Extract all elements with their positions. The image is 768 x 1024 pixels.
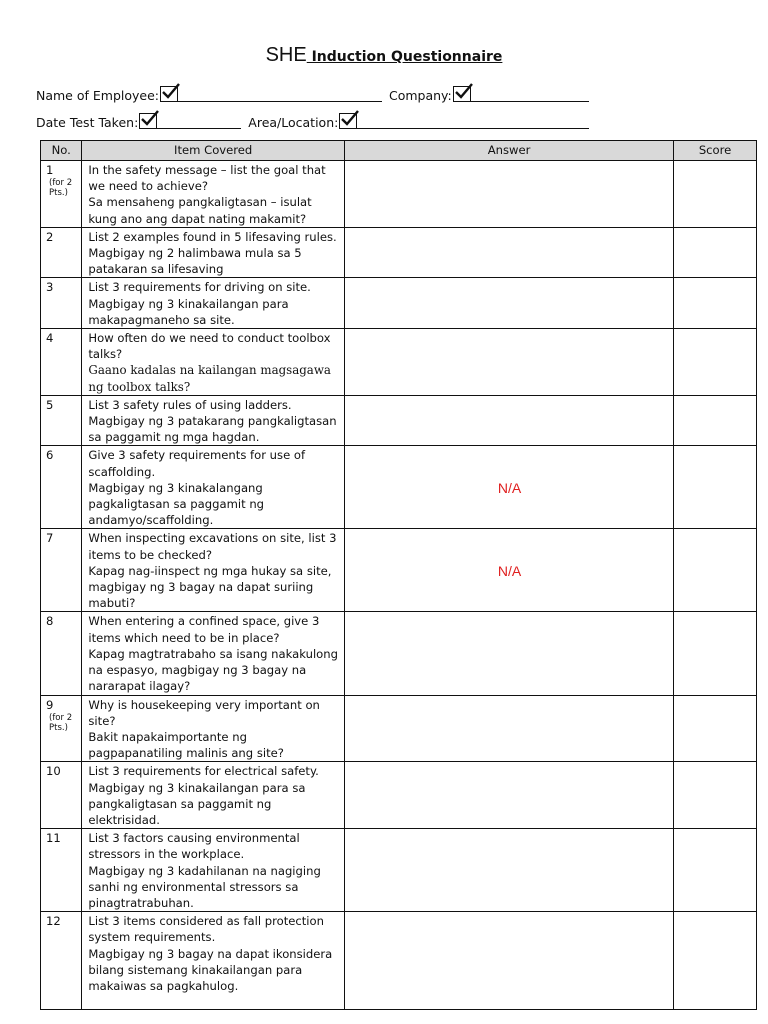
area-field[interactable]	[357, 116, 589, 129]
item-english: When entering a confined space, give 3 items which need to be in place?	[88, 614, 320, 645]
row-number-cell	[41, 912, 82, 1010]
row-number: 2	[46, 229, 54, 244]
item-tagalog: Magbigay ng 3 bagay na dapat ikonsidera bilang sistemang kinakailangan para makaiwas sa pagkahulog.	[88, 946, 333, 993]
item-tagalog: Magbigay ng 2 halimbawa mula sa 5 patakaran sa lifesaving	[88, 246, 302, 277]
item-covered-cell	[82, 762, 345, 829]
answer-cell[interactable]	[344, 395, 673, 446]
answer-cell[interactable]	[344, 227, 673, 278]
answer-cell[interactable]: N/A	[344, 529, 673, 612]
item-tagalog: Sa mensaheng pangkaligtasan – isulat kung ano ang dapat nating makamit?	[88, 195, 312, 226]
row-number: 10	[46, 764, 61, 779]
item-tagalog: Magbigay ng 3 patakarang pangkaligtasan sa paggamit ng mga hagdan.	[88, 414, 337, 445]
item-english: In the safety message – list the goal that we need to achieve?	[88, 163, 326, 194]
row-number: 1	[46, 163, 54, 177]
points-note: (for 2 Pts.)	[49, 712, 73, 733]
item-tagalog: Bakit napakaimportante ng pagpapanatiling malinis ang site?	[88, 729, 284, 761]
row-number-cell	[41, 329, 82, 396]
page-title	[0, 44, 768, 67]
item-english: List 3 safety rules of using ladders.	[88, 397, 292, 412]
score-cell[interactable]	[674, 529, 757, 612]
row-number-cell	[41, 612, 82, 695]
item-english: List 3 items considered as fall protection system requirements.	[88, 914, 324, 945]
answer-cell[interactable]	[344, 829, 673, 912]
item-tagalog: Magbigay ng 3 kadahilanan na nagiging sanhi ng environmental stressors sa pinagtratrabuhan.	[88, 863, 321, 910]
title-prefix: SHE	[265, 44, 307, 66]
company-label: Company:	[388, 88, 452, 103]
table-row	[41, 829, 757, 912]
item-english: List 3 requirements for driving on site.	[88, 280, 311, 295]
score-cell[interactable]	[674, 695, 757, 762]
item-tagalog: Gaano kadalas na kailangan magsagawa ng toolbox talks?	[88, 363, 331, 394]
score-cell[interactable]	[674, 395, 757, 446]
header-score: Score	[674, 141, 757, 161]
row-number-cell	[41, 395, 82, 446]
title-main: Induction Questionnaire	[306, 49, 503, 65]
item-tagalog: Kapag magtratrabaho sa isang nakakulong na espasyo, magbigay ng 3 bagay na nararapat ilagay?	[88, 646, 338, 694]
item-covered-cell	[82, 446, 345, 529]
points-note: (for 2 Pts.)	[49, 178, 73, 199]
item-covered-cell	[82, 829, 345, 912]
item-covered-cell	[82, 161, 345, 228]
score-cell[interactable]	[674, 762, 757, 829]
table-row	[41, 612, 757, 695]
item-tagalog: Magbigay ng 3 kinakailangan para sa pangkaligtasan sa paggamit ng elektrisidad.	[88, 780, 306, 827]
row-number-cell	[41, 278, 82, 329]
header-answer: Answer	[344, 141, 673, 161]
item-tagalog: Magbigay ng 3 kinakailangan para makapagmaneho sa site.	[88, 296, 289, 327]
item-covered-cell	[82, 612, 345, 695]
row-number-cell	[41, 446, 82, 529]
table-row	[41, 762, 757, 829]
date-label: Date Test Taken:	[36, 115, 139, 130]
score-cell[interactable]	[674, 446, 757, 529]
answer-cell[interactable]	[344, 912, 673, 1010]
item-covered-cell	[82, 395, 345, 446]
row-number: 11	[46, 831, 61, 846]
row-number: 3	[46, 280, 54, 295]
item-english: Give 3 safety requirements for use of scaffolding.	[88, 448, 306, 479]
item-english: List 3 factors causing environmental stressors in the workplace.	[88, 831, 300, 862]
checkbox-icon[interactable]	[453, 86, 471, 102]
row-number: 6	[46, 448, 54, 463]
answer-cell[interactable]	[344, 278, 673, 329]
checkbox-icon[interactable]	[339, 113, 357, 129]
answer-cell[interactable]	[344, 762, 673, 829]
employee-field[interactable]	[178, 89, 382, 102]
row-number-cell	[41, 762, 82, 829]
row-number-cell	[41, 695, 82, 762]
row-number: 12	[46, 914, 61, 929]
item-covered-cell	[82, 278, 345, 329]
table-row	[41, 446, 757, 529]
company-field[interactable]	[471, 89, 589, 102]
date-field[interactable]	[157, 116, 241, 129]
row-number: 4	[46, 331, 54, 346]
header-no: No.	[41, 141, 82, 161]
answer-cell[interactable]	[344, 161, 673, 228]
item-covered-cell	[82, 912, 345, 1010]
row-number-cell	[41, 227, 82, 278]
table-header-row	[41, 141, 757, 161]
item-english: Why is housekeeping very important on site?	[88, 697, 320, 728]
row-number: 8	[46, 614, 54, 629]
item-english: List 2 examples found in 5 lifesaving rules.	[88, 229, 337, 244]
answer-cell[interactable]: N/A	[344, 446, 673, 529]
checkbox-icon[interactable]	[139, 113, 157, 129]
table-row	[41, 161, 757, 228]
score-cell[interactable]	[674, 912, 757, 1010]
answer-cell[interactable]	[344, 612, 673, 695]
score-cell[interactable]	[674, 161, 757, 228]
item-covered-cell	[82, 329, 345, 396]
row-number: 7	[46, 531, 54, 546]
table-row	[41, 395, 757, 446]
table-row	[41, 278, 757, 329]
row-number: 9	[46, 697, 54, 712]
score-cell[interactable]	[674, 829, 757, 912]
item-tagalog: Magbigay ng 3 kinakalangang pagkaligtasan sa paggamit ng andamyo/scaffolding.	[88, 480, 265, 528]
checkbox-icon[interactable]	[160, 86, 178, 102]
row-number: 5	[46, 397, 54, 412]
score-cell[interactable]	[674, 278, 757, 329]
employee-label: Name of Employee:	[36, 88, 159, 103]
table-row	[41, 695, 757, 762]
answer-cell[interactable]	[344, 695, 673, 762]
table-row	[41, 329, 757, 396]
item-english: How often do we need to conduct toolbox talks?	[88, 331, 331, 362]
table-row	[41, 529, 757, 612]
item-covered-cell	[82, 695, 345, 762]
table-row	[41, 227, 757, 278]
row-number-cell	[41, 529, 82, 612]
score-cell[interactable]	[674, 612, 757, 695]
answer-cell[interactable]	[344, 329, 673, 396]
item-english: When inspecting excavations on site, list 3 items to be checked?	[88, 531, 337, 562]
item-tagalog: Kapag nag-iinspect ng mga hukay sa site, magbigay ng 3 bagay na dapat suriing mabuti?	[88, 563, 332, 611]
row-number-cell	[41, 829, 82, 912]
score-cell[interactable]	[674, 227, 757, 278]
area-label: Area/Location:	[248, 115, 339, 130]
item-english: List 3 requirements for electrical safety.	[88, 764, 319, 779]
date-area-row	[36, 113, 589, 130]
item-covered-cell	[82, 227, 345, 278]
row-number-cell	[41, 161, 82, 228]
employee-company-row	[36, 86, 589, 103]
item-covered-cell	[82, 529, 345, 612]
score-cell[interactable]	[674, 329, 757, 396]
table-row	[41, 912, 757, 1010]
header-item: Item Covered	[82, 141, 345, 161]
questionnaire-table	[40, 140, 757, 1010]
